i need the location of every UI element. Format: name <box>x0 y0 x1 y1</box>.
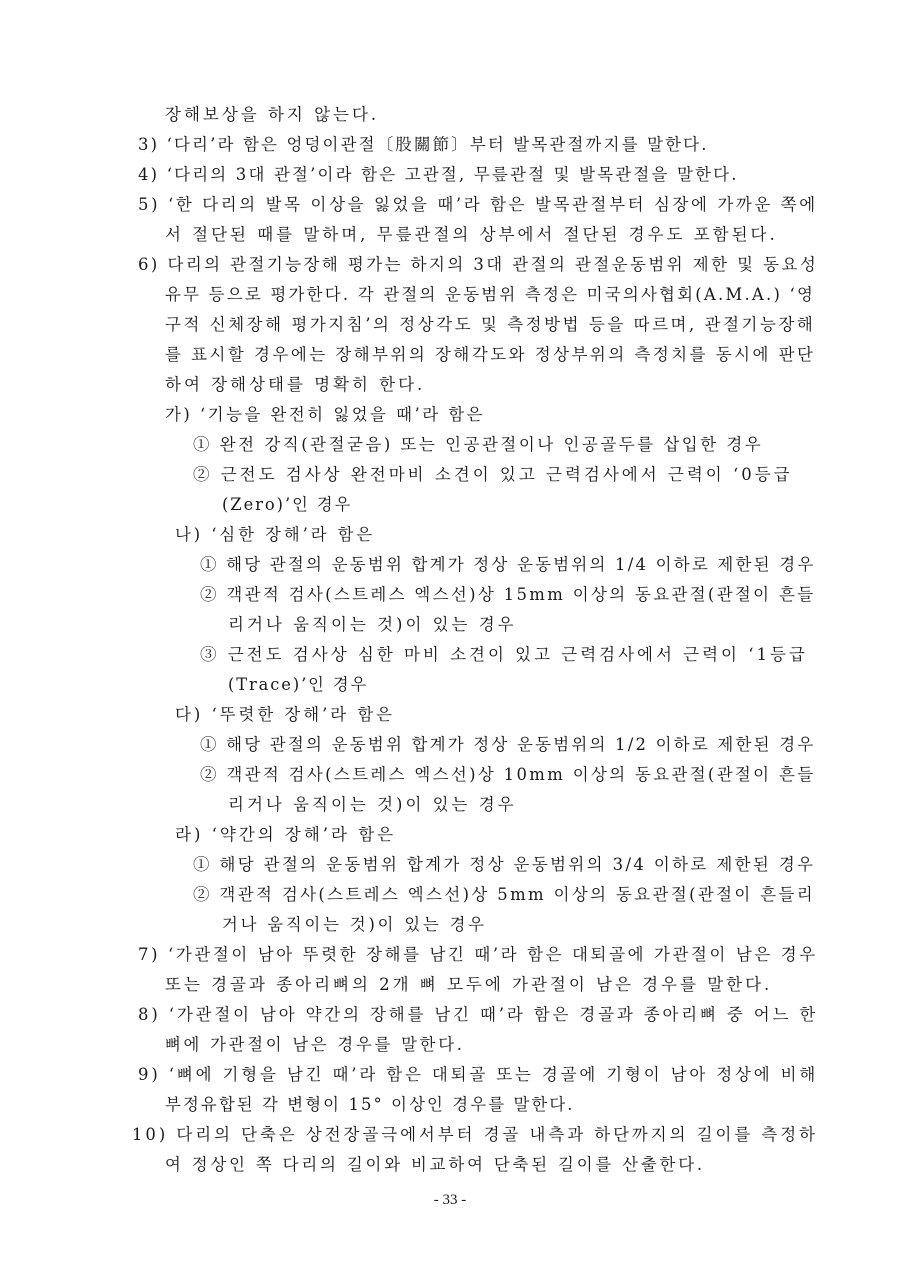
text-line: 나) ‘심한 장해’라 함은 <box>175 525 376 544</box>
text-line: 거나 움직이는 것)이 있는 경우 <box>222 915 487 934</box>
text-line: 4) ‘다리의 3대 관절’이라 함은 고관절, 무릎관절 및 발목관절을 말한다. <box>138 165 739 184</box>
text-line: (Zero)’인 경우 <box>222 495 353 514</box>
text-line: ③ 근전도 검사상 심한 마비 소견이 있고 근력검사에서 근력이 ‘1등급 <box>200 645 808 664</box>
text-line: ② 객관적 검사(스트레스 엑스선)상 15mm 이상의 동요관절(관절이 흔들 <box>200 585 816 604</box>
text-line: 3) ‘다리’라 함은 엉덩이관절〔股關節〕부터 발목관절까지를 말한다. <box>138 135 709 154</box>
text-line: 장해보상을 하지 않는다. <box>165 105 380 124</box>
text-line: 6) 다리의 관절기능장해 평가는 하지의 3대 관절의 관절운동범위 제한 및 동요성 <box>138 255 819 274</box>
text-line: 를 표시할 경우에는 장해부위의 장해각도와 정상부위의 측정치를 동시에 판단 <box>165 345 816 364</box>
text-line: 9) ‘뼈에 기형을 남긴 때’라 함은 대퇴골 또는 경골에 기형이 남아 정상에 비해 <box>138 1065 819 1084</box>
text-line: ② 근전도 검사상 완전마비 소견이 있고 근력검사에서 근력이 ‘0등급 <box>193 465 793 484</box>
text-line: 가) ‘기능을 완전히 잃었을 때’라 함은 <box>165 405 486 424</box>
text-line: ② 객관적 검사(스트레스 엑스선)상 10mm 이상의 동요관절(관절이 흔들 <box>200 765 816 784</box>
text-line: 뼈에 가관절이 남은 경우를 말한다. <box>165 1035 465 1054</box>
text-line: ① 완전 강직(관절굳음) 또는 인공관절이나 인공골두를 삽입한 경우 <box>193 435 764 454</box>
text-line: ① 해당 관절의 운동범위 합계가 정상 운동범위의 1/4 이하로 제한된 경우 <box>200 555 816 574</box>
text-line: 하여 장해상태를 명확히 한다. <box>165 375 426 394</box>
text-line: 다) ‘뚜렷한 장해’라 함은 <box>175 705 396 724</box>
text-line: 서 절단된 때를 말하며, 무릎관절의 상부에서 절단된 경우도 포함된다. <box>165 225 778 244</box>
text-line: 리거나 움직이는 것)이 있는 경우 <box>228 615 517 634</box>
text-line: 여 정상인 쪽 다리의 길이와 비교하여 단축된 길이를 산출한다. <box>165 1155 706 1174</box>
text-line: ① 해당 관절의 운동범위 합계가 정상 운동범위의 1/2 이하로 제한된 경우 <box>200 735 816 754</box>
text-line: ① 해당 관절의 운동범위 합계가 정상 운동범위의 3/4 이하로 제한된 경우 <box>193 855 816 874</box>
text-line: 라) ‘약간의 장해’라 함은 <box>175 825 397 844</box>
text-line: 또는 경골과 종아리뼈의 2개 뼈 모두에 가관절이 남은 경우를 말한다. <box>165 975 773 994</box>
text-line: 7) ‘가관절이 남아 뚜렷한 장해를 남긴 때’라 함은 대퇴골에 가관절이 남은 경우 <box>138 945 818 964</box>
text-line: 8) ‘가관절이 남아 약간의 장해를 남긴 때’라 함은 경골과 종아리뼈 중 어느 한 <box>138 1005 819 1024</box>
text-line: 10) 다리의 단축은 상전장골극에서부터 경골 내측과 하단까지의 길이를 측정하 <box>132 1125 818 1144</box>
text-line: 구적 신체장해 평가지침’의 정상각도 및 측정방법 등을 따르며, 관절기능장해 <box>165 315 816 334</box>
text-line: 리거나 움직이는 것)이 있는 경우 <box>228 795 517 814</box>
page-number: - 33 - <box>433 1192 467 1208</box>
text-line: 5) ‘한 다리의 발목 이상을 잃었을 때’라 함은 발목관절부터 심장에 가까운 쪽에 <box>138 195 818 214</box>
text-line: 부정유합된 각 변형이 15° 이상인 경우를 말한다. <box>165 1095 575 1114</box>
text-line: (Trace)’인 경우 <box>228 675 369 694</box>
text-line: ② 객관적 검사(스트레스 엑스선)상 5mm 이상의 동요관절(관절이 흔들리 <box>193 885 816 904</box>
text-line: 유무 등으로 평가한다. 각 관절의 운동범위 측정은 미국의사협회(A.M.A.) ‘영 <box>165 285 816 304</box>
